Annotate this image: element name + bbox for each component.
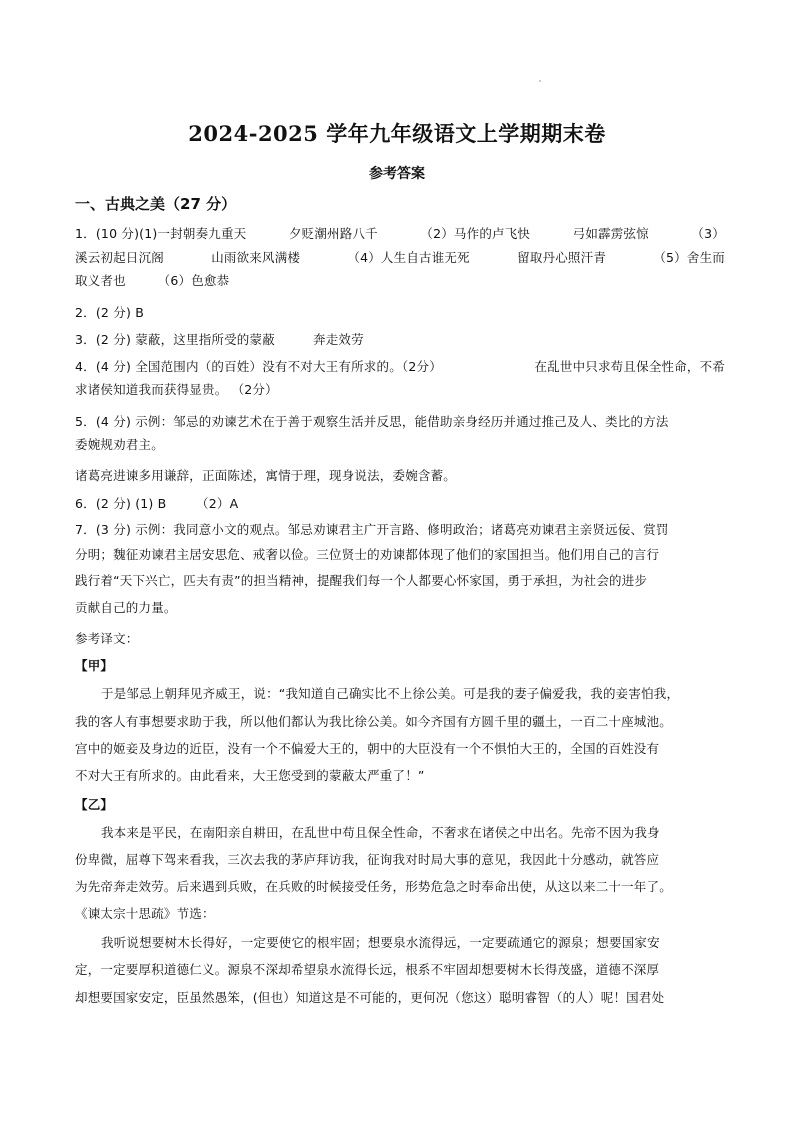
answer-2: 2．(2 分) B	[75, 305, 144, 320]
answer-1-line-3: 取义者也 （6）色愈恭	[75, 273, 230, 288]
answer-1-part: （5）舍生而	[653, 250, 725, 265]
answer-1-part: 山雨欲来风满楼	[211, 250, 301, 265]
answer-1-part: （4）人生自古谁无死	[347, 250, 470, 265]
answer-1-part: （2）马作的卢飞快	[420, 226, 531, 241]
section-heading: 一、古典之美（27 分）	[75, 195, 237, 213]
answer-7-line-4: 贡献自己的力量。	[75, 600, 177, 615]
yi-label: 【乙】	[75, 797, 114, 812]
translation-label: 参考译文：	[75, 631, 139, 646]
scan-dot	[539, 80, 541, 82]
jia-label: 【甲】	[75, 658, 114, 673]
answer-5-line-3: 诸葛亮进谏多用谦辞，正面陈述，寓情于理，现身说法，委婉含蓄。	[75, 468, 457, 483]
answer-6: 6．(2 分) (1) B （2）A	[75, 496, 239, 511]
answer-5-line-1: 5．(4 分) 示例：邹忌的劝谏艺术在于善于观察生活并反思，能借助亲身经历并通过推己及人、类比的方法	[75, 414, 669, 429]
yi-line-1: 我本来是平民，在南阳亲自耕田，在乱世中苟且保全性命，不奢求在诸侯之中出名。先帝不因为我身	[101, 825, 660, 840]
answer-1-line-2	[75, 249, 725, 267]
answer-1-part: 弓如霹雳弦惊	[572, 226, 649, 241]
bing-label: 《谏太宗十思疏》节选：	[75, 906, 215, 921]
bing-line-2: 定，一定要厚积道德仁义。源泉不深却希望泉水流得长远，根系不牢固却想要树木长得茂盛，道德不深厚	[75, 962, 660, 977]
jia-line-3: 宫中的姬妾及身边的近臣，没有一个不偏爱大王的，朝中的大臣没有一个不惧怕大王的，全国的百姓没有	[75, 741, 660, 756]
bing-line-1: 我听说想要树木长得好，一定要使它的根牢固；想要泉水流得远，一定要疏通它的源泉；想要国家安	[101, 935, 660, 950]
answer-4-part: 在乱世中只求苟且保全性命，不希	[534, 359, 725, 374]
answer-1-part: 夕贬潮州路八千	[288, 226, 378, 241]
answer-3: 3．(2 分) 蒙蔽，这里指所受的蒙蔽 奔走效劳	[75, 332, 364, 347]
jia-line-4: 不对大王有所求的。由此看来，大王您受到的蒙蔽太严重了！”	[75, 768, 425, 783]
answer-1-part: 溪云初起日沉阁	[75, 250, 164, 265]
bing-line-3: 却想要国家安定，臣虽然愚笨，(但也）知道这是不可能的，更何况（您这）聪明睿智（的人）呢！国君处	[75, 990, 665, 1005]
answer-1-part: 1．(10 分)(1)一封朝奏九重天	[75, 226, 247, 241]
answer-4-line-2: 求诸侯知道我而获得显贵。 （2分）	[75, 382, 278, 397]
answer-1-part: （3）	[691, 226, 725, 241]
answer-7-line-2: 分明；魏征劝谏君主居安思危、戒奢以俭。三位贤士的劝谏都体现了他们的家国担当。他们用自己的言行	[75, 547, 660, 562]
answer-4-line-1	[75, 358, 725, 376]
answer-7-line-1: 7．(3 分) 示例：我同意小文的观点。邹忌劝谏君主广开言路、修明政治；诸葛亮劝谏君主亲贤远佞、赏罚	[75, 522, 669, 537]
answer-4-part: 4．(4 分) 全国范围内（的百姓）没有不对大王有所求的。（2分）	[75, 359, 442, 374]
page-title: 2024-2025 学年九年级语文上学期期末卷	[188, 121, 606, 146]
answer-1-line-1	[75, 225, 725, 243]
yi-line-3: 为先帝奔走效劳。后来遇到兵败，在兵败的时候接受任务，形势危急之时奉命出使，从这以来二十一年了。	[75, 879, 672, 894]
page-subtitle: 参考答案	[369, 166, 425, 182]
answer-1-part: 留取丹心照汗青	[517, 250, 607, 265]
answer-5-line-2: 委婉规劝君主。	[75, 437, 164, 452]
yi-line-2: 份卑微，屈尊下驾来看我，三次去我的茅庐拜访我，征询我对时局大事的意见，我因此十分感动，就答应	[75, 852, 660, 867]
jia-line-1: 于是邹忌上朝拜见齐威王，说：“我知道自己确实比不上徐公美。可是我的妻子偏爱我，我的妾害怕我，	[101, 686, 680, 701]
jia-line-2: 我的客人有事想要求助于我，所以他们都认为我比徐公美。如今齐国有方圆千里的疆土，一百二十座城池。	[75, 714, 672, 729]
answer-7-line-3: 践行着“天下兴亡，匹夫有责”的担当精神，提醒我们每一个人都要心怀家国，勇于承担，为社会的进步	[75, 573, 648, 588]
